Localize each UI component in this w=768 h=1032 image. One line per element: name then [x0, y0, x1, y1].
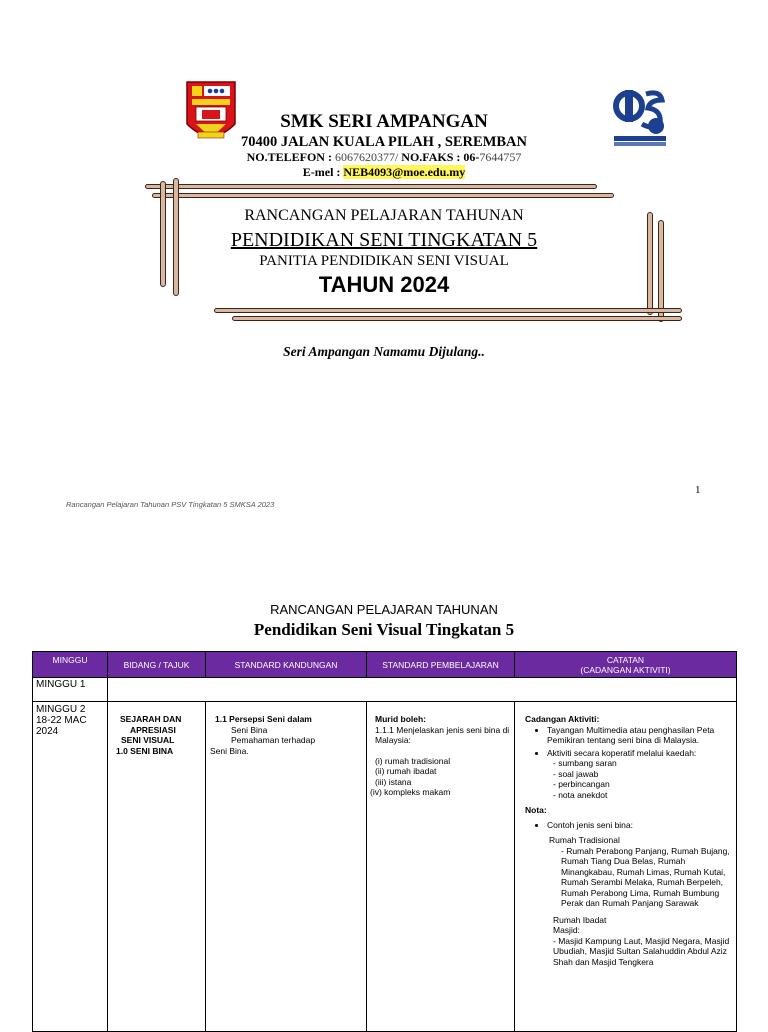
frame-stick-top-2 — [152, 193, 614, 198]
email-address: NEB4093@moe.edu.my — [343, 165, 466, 179]
header-standard-kandungan: STANDARD KANDUNGAN — [206, 652, 367, 678]
school-motto: Seri Ampangan Namamu Dijulang.. — [283, 344, 485, 359]
cell-catatan: Cadangan Aktiviti: • Tayangan Multimedia atau penghasilan Peta Pemikiran tentang seni bina di Malaysia. • Aktiviti secara koperatif melalui kaedah: - sumbang saran - soal jawab - perbincangan - nota anekdot Nota: • Contoh jenis seni bina: Rumah Tradisional - Rumah Perabong Panjang, Rumah Bujang, Rumah Tiang Dua Belas, Rumah Minangkabau, Rumah Limas, Rumah Kutai, Rumah Serambi Melaka, Rumah Berpeleh, Rumah Perabong Lima, Rumah Bumbung Perak dan Rumah Panjang Sarawak Rumah Ibadat Masjid: - Masjid Kampung Laut, Masjid Negara, Masjid Ubudiah, Masjid Sultan Salahuddin Abdul Aziz Shah dan Masjid Tengkera — [515, 702, 737, 1032]
fax-prefix: 06- — [463, 150, 480, 164]
page-footer: Rancangan Pelajaran Tahunan PSV Tingkatan 5 SMKSA 2023 — [66, 500, 275, 509]
cell-standard-pembelajaran: Murid boleh: 1.1.1 Menjelaskan jenis seni bina di Malaysia: (i) rumah tradisional (ii) rumah ibadat (iii) istana (iv) kompleks makam — [367, 702, 515, 1032]
header-minggu: MINGGU — [33, 652, 108, 678]
frame-stick-top-1 — [145, 184, 597, 189]
email-label: E-mel : — [302, 165, 341, 179]
nota-bullet: • Contoh jenis seni bina: — [547, 820, 732, 831]
page2-title: RANCANGAN PELAJARAN TAHUNAN — [270, 602, 498, 617]
table-header-row — [33, 652, 737, 678]
page-number: 1 — [695, 484, 701, 496]
plan-title: RANCANGAN PELAJARAN TAHUNAN — [244, 207, 524, 224]
cell-minggu-1: MINGGU 1 — [33, 678, 108, 702]
phone-label: NO.TELEFON : — [246, 150, 332, 164]
table-row-minggu-2 — [33, 702, 737, 1032]
cell-minggu-2: MINGGU 2 18-22 MAC 2024 — [33, 702, 108, 1032]
fax-label: NO.FAKS : — [401, 150, 461, 164]
header-bidang: BIDANG / TAJUK — [108, 652, 206, 678]
page2-subtitle: Pendidikan Seni Visual Tingkatan 5 — [253, 620, 515, 639]
lesson-plan-table — [32, 651, 737, 1032]
frame-stick-bottom-2 — [232, 316, 682, 321]
table-row-minggu-1 — [33, 678, 737, 702]
header-catatan: CATATAN (CADANGAN AKTIVITI) — [515, 652, 737, 678]
panel-title: PANITIA PENDIDIKAN SENI VISUAL — [259, 253, 509, 269]
activity-bullet-multimedia: • Tayangan Multimedia atau penghasilan Peta Pemikiran tentang seni bina di Malaysia. — [547, 725, 732, 746]
school-email-line — [0, 165, 768, 180]
cell-empty-row-1 — [108, 678, 737, 702]
phone-number: 6067620377/ — [334, 150, 399, 164]
fax-number: 7644757 — [479, 150, 522, 164]
school-address: 70400 JALAN KUALA PILAH , SEREMBAN — [241, 134, 527, 150]
subject-title: PENDIDIKAN SENI TINGKATAN 5 — [230, 229, 538, 251]
year-title: TAHUN 2024 — [318, 272, 450, 297]
school-name: SMK SERI AMPANGAN — [280, 111, 488, 132]
activity-bullet-koperatif: • Aktiviti secara koperatif melalui kaedah: - sumbang saran - soal jawab - perbincangan - nota anekdot — [547, 748, 732, 801]
frame-stick-bottom-1 — [214, 308, 682, 313]
cell-standard-kandungan: 1.1 Persepsi Seni dalam Seni Bina Pemahaman terhadap Seni Bina. — [206, 702, 367, 1032]
cell-bidang: SEJARAH DAN APRESIASI SENI VISUAL 1.0 SENI BINA — [108, 702, 206, 1032]
header-standard-pembelajaran: STANDARD PEMBELAJARAN — [367, 652, 515, 678]
school-phone-fax — [0, 150, 768, 165]
